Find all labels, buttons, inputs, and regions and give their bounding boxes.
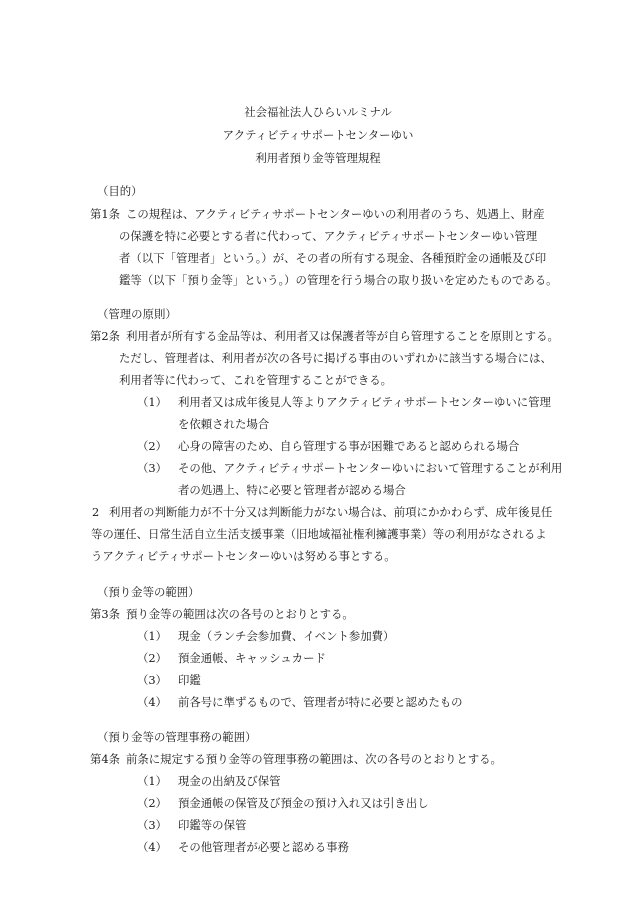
- article-heading: （預り金等の管理事務の範囲）: [97, 730, 257, 744]
- item-text: 印鑑: [178, 673, 201, 687]
- item-text: その他、アクティビティサポートセンターゆいにおいて管理することが利用: [178, 461, 563, 475]
- document-title: 利用者預り金等管理規程: [255, 151, 381, 165]
- item-text: 現金（ランチ会参加費、イベント参加費）: [178, 629, 395, 643]
- article-line: 利用者が所有する金品等は、利用者又は保護者等が自ら管理することを原則とする。: [126, 329, 559, 343]
- item-text: 現金の出納及び保管: [178, 774, 281, 788]
- article-line: の保護を特に必要とする者に代わって、アクティビティサポートセンターゆい管理: [119, 229, 538, 243]
- article-line: 預り金等の範囲は次の各号のとおりとする。: [126, 607, 354, 621]
- paragraph-line: うアクティビティサポートセンターゆいは努める事とする。: [91, 549, 396, 563]
- item-number: （3）: [137, 818, 168, 832]
- item-number: （4）: [137, 840, 168, 854]
- article-number: 第2条: [90, 329, 121, 343]
- article-number: 第4条: [90, 752, 121, 766]
- item-number: （1）: [137, 774, 168, 788]
- article-number: 第1条: [90, 207, 121, 221]
- item-text: を依頼された場合: [178, 417, 270, 431]
- item-number: （1）: [137, 629, 168, 643]
- item-text: 預金通帳の保管及び預金の預け入れ又は引き出し: [178, 796, 429, 810]
- item-number: （2）: [137, 439, 168, 453]
- article-line: ただし、管理者は、利用者が次の各号に掲げる事由のいずれかに該当する場合には、: [119, 351, 552, 365]
- article-line: この規程は、アクティビティサポートセンターゆいの利用者のうち、処遇上、財産: [126, 207, 545, 221]
- item-text: 心身の障害のため、自ら管理する事が困難であると認められる場合: [178, 439, 520, 453]
- article-heading: （目的）: [97, 184, 143, 198]
- item-text: 者の処遇上、特に必要と管理者が認める場合: [178, 483, 406, 497]
- item-number: （3）: [137, 461, 168, 475]
- article-line: 者（以下「管理者」という。）が、その者の所有する現金、各種預貯金の通帳及び印: [119, 251, 547, 265]
- paragraph-line: 利用者の判断能力が不十分又は判断能力がない場合は、前項にかかわらず、成年後見任: [109, 505, 553, 519]
- item-number: （2）: [137, 796, 168, 810]
- item-text: 利用者又は成年後見人等よりアクティビティサポートセンターゆいに管理: [178, 395, 551, 409]
- item-text: 印鑑等の保管: [178, 818, 247, 832]
- item-number: （2）: [137, 651, 168, 665]
- organization-name: 社会福祉法人ひらいルミナル: [244, 105, 392, 119]
- item-text: その他管理者が必要と認める事務: [178, 840, 349, 854]
- item-number: （3）: [137, 673, 168, 687]
- article-heading: （管理の原則）: [97, 307, 177, 321]
- paragraph-number: 2: [92, 505, 100, 519]
- item-number: （4）: [137, 695, 168, 709]
- item-text: 前各号に準ずるもので、管理者が特に必要と認めたもの: [178, 695, 463, 709]
- article-line: 利用者等に代わって、これを管理することができる。: [119, 373, 393, 387]
- paragraph-line: 等の運任、日常生活自立生活支援事業（旧地域福祉権利擁護事業）等の利用がなされるよ: [91, 527, 547, 541]
- article-line: 前条に規定する預り金等の管理事務の範囲は、次の各号のとおりとする。: [126, 752, 502, 766]
- item-text: 預金通帳、キャッシュカード: [178, 651, 326, 665]
- item-number: （1）: [137, 395, 168, 409]
- article-heading: （預り金等の範囲）: [97, 585, 200, 599]
- facility-name: アクティビティサポートセンターゆい: [222, 128, 414, 142]
- article-line: 鑑等（以下「預り金等」という。）の管理を行う場合の取り扱いを定めたものである。: [119, 273, 558, 287]
- article-number: 第3条: [90, 607, 121, 621]
